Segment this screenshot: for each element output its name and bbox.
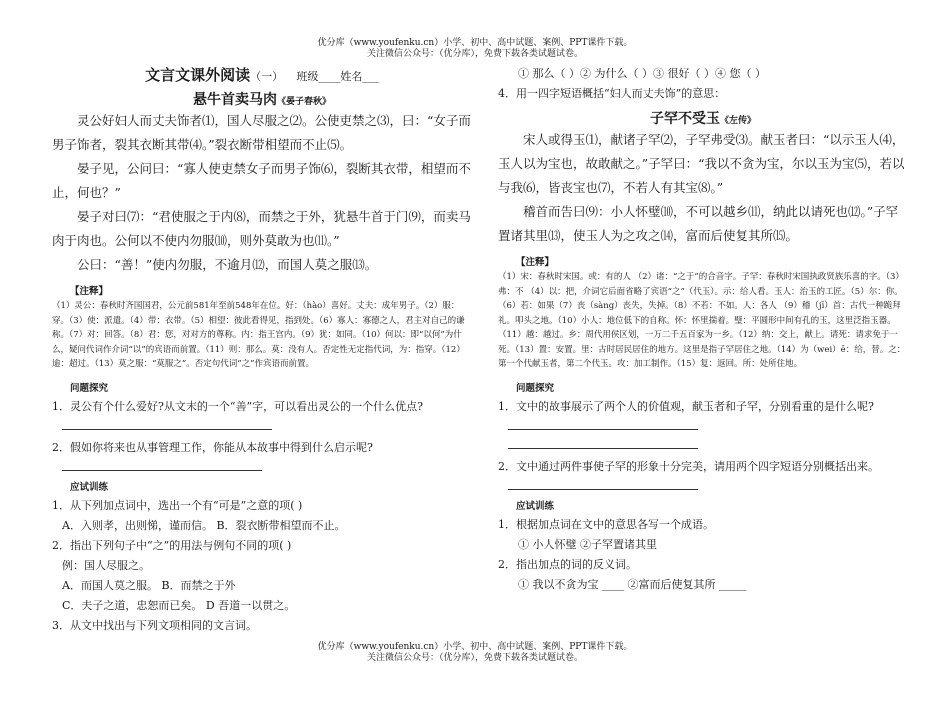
page-header bbox=[0, 38, 950, 60]
footer-line-2: 关注微信公众号：（优分库），免费下载各类试题试卷。 bbox=[366, 653, 583, 663]
page-footer bbox=[0, 642, 950, 664]
story-paragraph: 稽首而告曰⑼：小人怀璧⑽，不可以越乡⑾，纳此以请死也⑿。”子罕置诸其里⒀，使玉人为之攻之⒁，富而后使复其所⒂。 bbox=[498, 204, 899, 243]
practice-q1-options: A．入则孝，出则悌，谨而信。 B．裂衣断带相望而不止。 bbox=[62, 518, 346, 532]
story-paragraph: 灵公好妇人而丈夫饰者⑴，国人尽服之⑵。公使吏禁之⑶，曰：“女子而男子饰者，裂其衣断其带⑷。”裂衣断带相望而不止⑸。 bbox=[52, 113, 471, 152]
footer-line-1: 优分库（www.youfenku.cn）小学、初中、高中试题、案例、PPT课件下载。 bbox=[317, 642, 633, 652]
inquiry-question-2: 2．假如你将来也从事管理工作，你能从本故事中得到什么启示呢? bbox=[52, 440, 373, 454]
notes-heading: 【注释】 bbox=[70, 286, 109, 297]
story-paragraph: 晏子见，公问曰：“寡人使吏禁女子而男子饰⑹，裂断其衣带，相望而不止，何也？” bbox=[52, 161, 471, 200]
practice-heading: 应试训练 bbox=[70, 481, 109, 493]
answer-line[interactable] bbox=[508, 479, 698, 490]
practice-question-1: 1．根据加点词在文中的意思各写一个成语。 bbox=[498, 517, 714, 531]
story-paragraph: 宋人或得玉⑴，献诸子罕⑵，子罕弗受⑶。献玉者曰：“以示玉人⑷，玉人以为宝也，故敢献之。”子罕曰：“我以不贪为宝，尔以玉为宝⑸，若以与我⑹，皆丧宝也⑺，不若人有其宝⑻。” bbox=[498, 132, 905, 195]
q3-options: ① 那么（ ）② 为什么（ ）③ 很好（ ）④ 您（ ） bbox=[518, 67, 766, 80]
left-column bbox=[52, 64, 472, 636]
story-title: 悬牛首卖马肉《晏子春秋》 bbox=[192, 92, 331, 108]
story-paragraph: 晏子对曰⑺：“君使服之于内⑻，而禁之于外，犹悬牛首于门⑼，而卖马肉于肉也。公何以不使内勿服⑽，则外莫敢为也⑾。” bbox=[52, 209, 471, 248]
story-paragraph: 公曰：“善！”使内勿服，不逾月⑿，而国人莫之服⒀。 bbox=[77, 257, 378, 272]
practice-q2-options-1: A．而国人莫之服。 B．而禁之于外 bbox=[62, 578, 236, 592]
right-column bbox=[498, 64, 908, 595]
inquiry-question-2: 2．文中通过两件事使子罕的形象十分完美，请用两个四字短语分别概括出来。 bbox=[498, 459, 879, 473]
practice-question-2: 2．指出下列句子中“之”的用法与例句不同的项( ) bbox=[52, 538, 292, 552]
inquiry-heading: 问题探究 bbox=[70, 382, 109, 394]
notes-heading: 【注释】 bbox=[516, 257, 555, 268]
practice-q2-example: 例：国人尽服之。 bbox=[62, 558, 150, 572]
answer-line[interactable] bbox=[62, 460, 262, 471]
story-title: 子罕不受玉《左传》 bbox=[649, 111, 756, 127]
inquiry-question-1: 1．灵公有个什么爱好?从文末的一个“善”字，可以看出灵公的一个什么优点? bbox=[52, 399, 424, 413]
worksheet-title: 文言文课外阅读（一） 班级____姓名___ bbox=[145, 66, 379, 84]
inquiry-heading: 问题探究 bbox=[516, 382, 555, 394]
question-4: 4．用一四字短语概括“妇人而丈夫饰”的意思： bbox=[498, 87, 726, 100]
header-line-2: 关注微信公众号：（优分库），免费下载各类试题试卷。 bbox=[366, 49, 583, 59]
practice-question-1: 1．从下列加点词中，选出一个有“可是”之意的项( ) bbox=[52, 498, 303, 512]
practice-q2-items: ① 我以不贪为宝 ____ ②富而后使复其所 _____ bbox=[518, 577, 747, 591]
answer-line[interactable] bbox=[62, 419, 272, 430]
class-name-field[interactable]: 班级____姓名___ bbox=[296, 70, 379, 83]
header-line-1: 优分库（www.youfenku.cn）小学、初中、高中试题、案例、PPT课件下载。 bbox=[317, 38, 633, 48]
practice-question-2: 2．指出加点的词的反义词。 bbox=[498, 557, 637, 571]
practice-question-3: 3．从文中找出与下列文项相同的文言词。 bbox=[52, 618, 257, 632]
practice-q1-items: ① 小人怀璧 ②子罕置诸其里 bbox=[518, 537, 657, 551]
notes-text: （1）宋：春秋时宋国。或：有的人 （2）诸：“之于”的合音字。子罕：春秋时宋国执政贤族乐喜的字。（3）弗：不 （4）以：把，介词它后面省略了宾语“之”（代玉）。示：给人看。玉人：治玉的工匠。（5）尔：你。（6）若：如果（7）丧（sàng）丧失，失掉。（8）不若：不如。人：各人 （9）稽（jī）首：古代一种跪拜礼。叩头之地。（10）小人：地位低下的自称。怀：怀里揣着。璧：平圆形中间有孔的玉，这里泛指玉器。（11）越：越过。乡：周代用侯区划，一万二千五百家为一乡。（12）纳：交上，献上。请死：请求免于一死。（13）置：安置。里：古时居民居住的地方。这里是指子罕居住之地。（14）为（wei）ē：给，替。之：第一个代献玉者，第二个代玉。攻：加工制作。（15）复：返回。所：处所住地。 bbox=[498, 272, 906, 369]
practice-q2-options-2: C．夫子之道，忠恕而已矣。 D 吾道一以贯之。 bbox=[62, 598, 296, 612]
notes-text: （1）灵公：春秋时齐国国君，公元前581年至前548年在位。好：（hào）喜好。丈夫：成年男子。（2）服：穿。（3）使：派遣。（4）带：衣带。（5）相望：彼此看得见，指到处。（6）寡人：寡德之人，君主对自己的谦称。（7）对：回答。（8）君：您，对对方的尊称。内：指王宫内。（9）犹：如同。（10）何以：即“以何”为什么，疑问代词作介词“以”的宾语而前置。（11）则：那么。莫：没有人。否定性无定指代词，为：指穿。（12）逾：超过。（13）莫之服：“莫服之”。否定句代词“之”作宾语而前置。 bbox=[52, 301, 465, 369]
answer-line[interactable] bbox=[508, 419, 698, 430]
practice-heading: 应试训练 bbox=[516, 500, 555, 512]
inquiry-question-1: 1．文中的故事展示了两个人的价值观，献玉者和子罕，分别看重的是什么呢? bbox=[498, 399, 874, 413]
answer-line[interactable] bbox=[508, 438, 698, 449]
